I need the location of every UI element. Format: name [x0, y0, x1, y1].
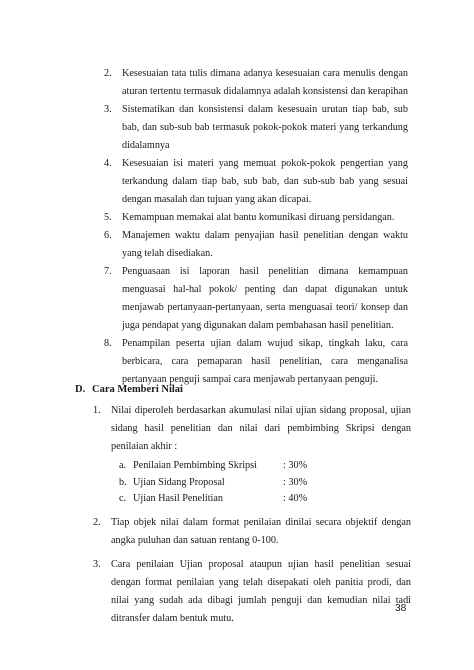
grade-value: : 40%	[283, 493, 308, 504]
list-item	[104, 263, 408, 335]
item-text: Kesesuaian tata tulis dimana adanya kesesuaian cara menulis dengan aturan tertentu termasuk didalamnya adalah konsistensi dan kerapihan	[122, 68, 409, 97]
list-item	[93, 402, 411, 508]
page-number: 38	[395, 603, 407, 614]
section-letter: D.	[75, 384, 86, 395]
item-text: Penguasaan isi laporan hasil penelitian dimana kemampuan menguasai hal-hal pokok/ penting dan dapat digunakan untuk menjawab pertanyaan-pertanyaan, serta menguasai teori/ konsep dan juga pendapat yang digunakan dalam pembahasan hasil penelitian.	[122, 266, 408, 331]
grade-label: Ujian Sidang Proposal	[133, 476, 225, 488]
item-text: Nilai diperoleh berdasarkan akumulasi nilai ujian sidang proposal, ujian sidang hasil penelitian dan nilai dari pembimbing Skripsi dengan penilaian akhir :	[111, 405, 411, 452]
item-number: 3.	[104, 104, 112, 115]
grade-label: Penilaian Pembimbing Skripsi	[133, 460, 257, 471]
list-item	[93, 556, 411, 628]
grade-weights-table	[119, 458, 307, 508]
list-item	[104, 65, 408, 101]
item-number: 5.	[104, 212, 112, 223]
item-text: Sistematikan dan konsistensi dalam kesesuain urutan tiap bab, sub bab, dan sub-sub bab termasuk pokok-pokok materi yang terkandung didalamnya	[122, 104, 408, 151]
section-title: Cara Memberi Nilai	[92, 384, 183, 395]
list-item	[104, 101, 408, 155]
grade-letter: b.	[119, 476, 127, 488]
table-row	[119, 458, 307, 475]
grade-letter: a.	[119, 460, 127, 471]
item-number: 3.	[93, 558, 101, 570]
list-item	[104, 209, 408, 227]
grade-value: : 30%	[283, 460, 308, 471]
grade-letter: c.	[119, 493, 127, 504]
grading-method-list	[93, 402, 411, 634]
item-number: 1.	[93, 405, 101, 416]
grade-value: : 30%	[283, 476, 308, 488]
item-text: Tiap objek nilai dalam format penilaian dinilai secara objektif dengan angka puluhan dan satuan rentang 0-100.	[111, 516, 411, 546]
section-heading	[75, 384, 183, 395]
item-number: 7.	[104, 266, 112, 277]
list-item	[104, 227, 408, 263]
table-row	[119, 475, 307, 492]
item-text: Cara penilaian Ujian proposal ataupun ujian hasil penelitian sesuai dengan format penilaian yang telah disepakati oleh panitia prodi, dan nilai yang sudah ada dibagi jumlah penguji dan kemudian nilai tadi ditransfer dalam bentuk mutu.	[111, 558, 411, 624]
item-number: 8.	[104, 338, 112, 349]
item-number: 2.	[104, 68, 112, 79]
item-text: Kesesuaian isi materi yang memuat pokok-pokok pengertian yang terkandung dalam tiap bab, sub bab, dan sub-sub bab yang sesuai dengan masalah dan tujuan yang akan dicapai.	[122, 158, 408, 205]
list-item	[104, 335, 408, 389]
assessment-criteria-list	[104, 65, 408, 389]
item-number: 2.	[93, 516, 101, 528]
item-number: 6.	[104, 230, 112, 241]
list-item	[104, 155, 408, 209]
list-item	[93, 514, 411, 550]
grade-label: Ujian Hasil Penelitian	[133, 493, 223, 504]
item-text: Manajemen waktu dalam penyajian hasil penelitian dengan waktu yang telah disediakan.	[122, 230, 408, 259]
item-text: Penampilan peserta ujian dalam wujud sikap, tingkah laku, cara berbicara, cara pemaparan hasil penelitian, cara menganalisa pertanyaan penguji sampai cara menjawab pertanyaan penguji.	[122, 338, 408, 385]
item-number: 4.	[104, 158, 112, 169]
table-row	[119, 491, 307, 508]
item-text: Kemampuan memakai alat bantu komunikasi diruang persidangan.	[122, 212, 395, 223]
